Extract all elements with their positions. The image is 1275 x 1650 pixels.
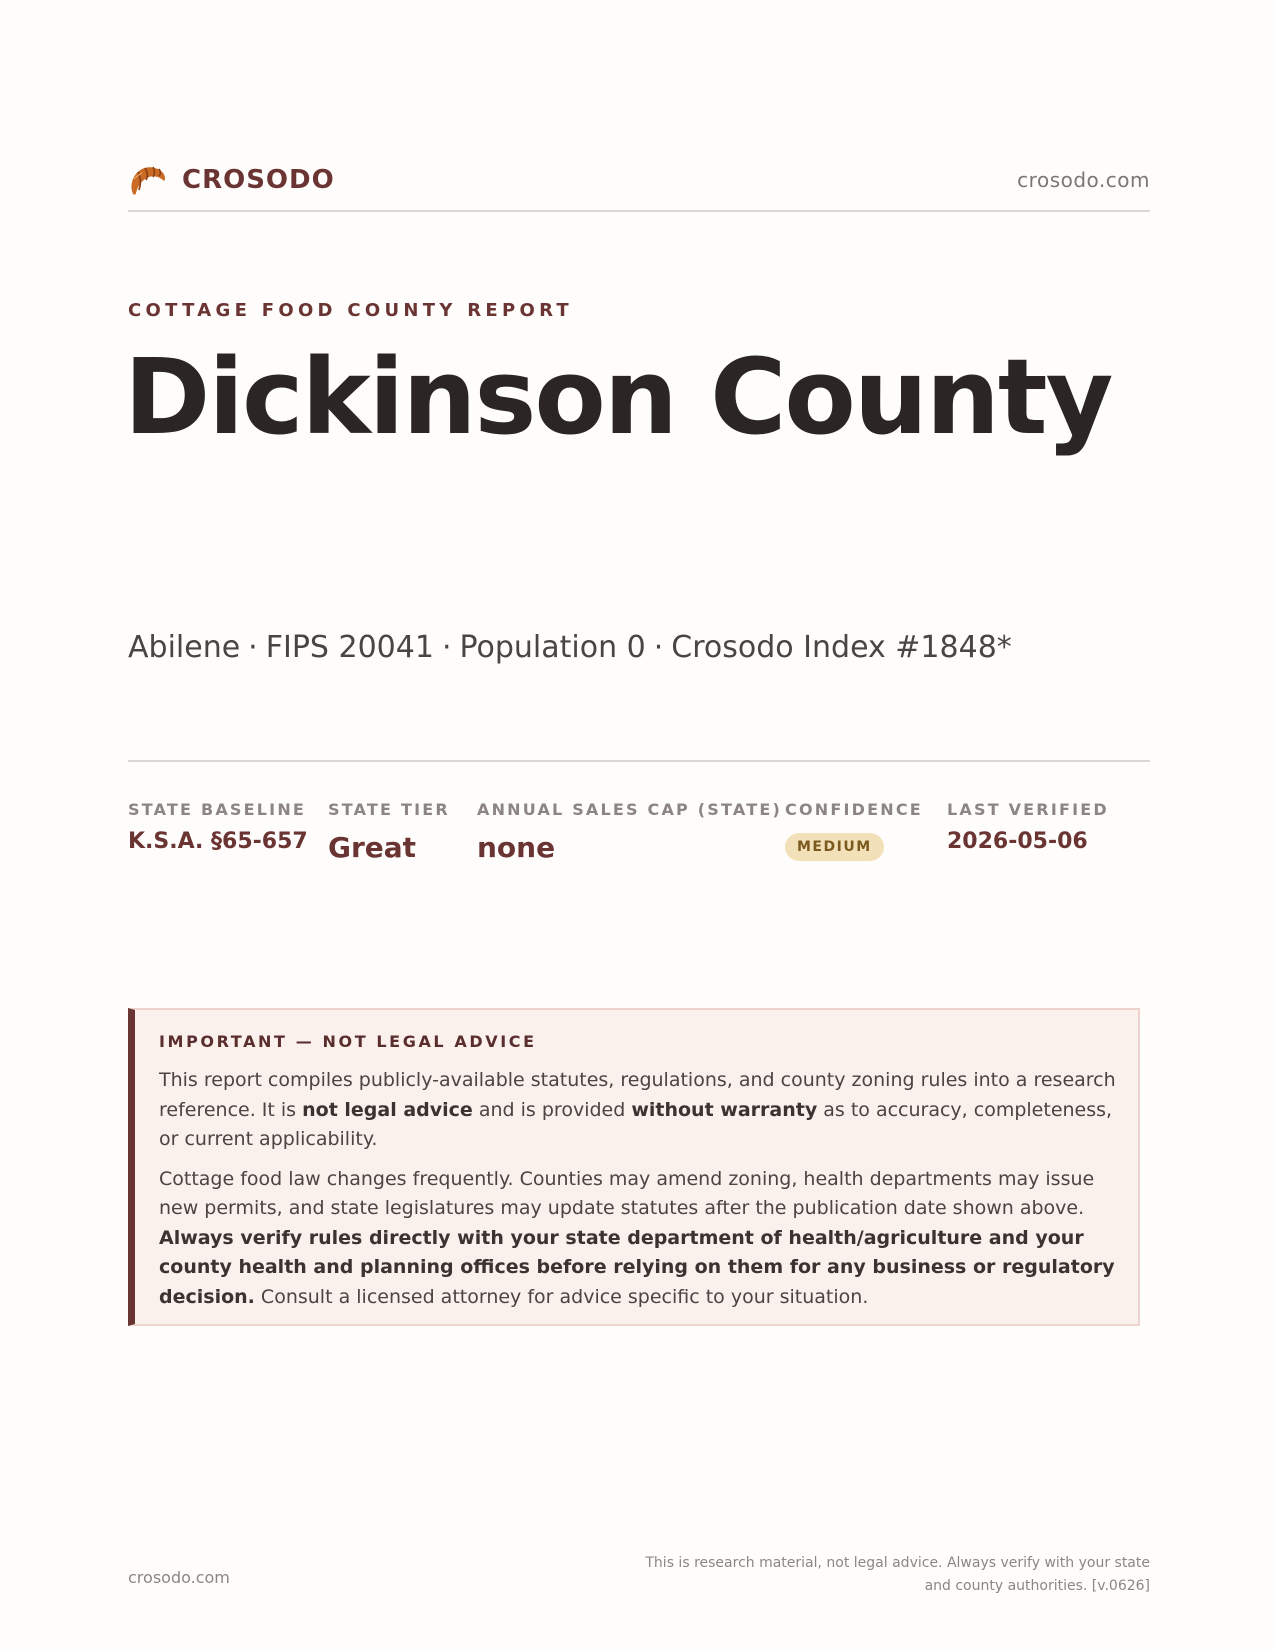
stat-label: LAST VERIFIED: [947, 800, 1109, 819]
notice-text: Consult a licensed attorney for advice specific to your situation.: [254, 1285, 869, 1308]
stat-value: 2026-05-06: [947, 829, 1088, 854]
page-title: Dickinson County: [124, 336, 1112, 458]
footer-disclaimer-line: This is research material, not legal advice. Always verify with your state: [645, 1555, 1150, 1571]
notice-emphasis: not legal advice: [302, 1098, 473, 1121]
notice-emphasis: without warranty: [631, 1098, 818, 1121]
report-page: [124, 0, 1150, 1650]
county-seat: Abilene: [128, 630, 241, 665]
header-url-link[interactable]: crosodo.com: [1017, 168, 1150, 192]
notice-text: Cottage food law changes frequently. Counties may amend zoning, health departments may issue new permits, and state legislatures may update statutes after the publication date shown above.: [159, 1167, 1095, 1219]
stat-label: CONFIDENCE: [785, 800, 923, 819]
stat-label: STATE TIER: [328, 800, 450, 819]
footer-disclaimer: [630, 1552, 1150, 1598]
crosodo-index: Crosodo Index #1848*: [671, 630, 1012, 665]
county-meta: [128, 630, 1012, 665]
county-population: Population 0: [459, 630, 646, 665]
stat-label: ANNUAL SALES CAP (STATE): [477, 800, 782, 819]
notice-title: IMPORTANT — NOT LEGAL ADVICE: [159, 1032, 537, 1051]
brand[interactable]: [128, 160, 335, 200]
croissant-icon: [128, 161, 168, 199]
page-header: [128, 160, 1150, 212]
brand-name: CROSODO: [182, 165, 335, 195]
notice-text: This report compiles publicly-available statutes, regulations, and county zoning rules into a research reference. It is: [159, 1069, 1116, 1121]
meta-separator: ·: [653, 630, 664, 665]
stat-label: STATE BASELINE: [128, 800, 307, 819]
notice-paragraph: [159, 1066, 1119, 1155]
footer-url-link[interactable]: crosodo.com: [128, 1568, 230, 1587]
stat-state-tier: [328, 800, 450, 864]
notice-text: and is provided: [472, 1098, 632, 1121]
legal-notice: [128, 1008, 1140, 1326]
footer-disclaimer-line: and county authorities. [v.0626]: [924, 1578, 1150, 1594]
meta-separator: ·: [441, 630, 452, 665]
stat-value: none: [477, 831, 556, 864]
county-fips: FIPS 20041: [265, 630, 434, 665]
stat-state-baseline: [128, 800, 308, 854]
notice-paragraph: [159, 1165, 1119, 1313]
report-eyebrow: COTTAGE FOOD COUNTY REPORT: [128, 300, 574, 321]
stat-value: K.S.A. §65-657: [128, 829, 308, 854]
notice-text: as to accuracy, completeness, or current applicability.: [159, 1098, 1113, 1150]
stat-confidence: [785, 800, 923, 861]
stat-value: Great: [328, 831, 417, 864]
notice-emphasis: Always verify rules directly with your state department of health/agriculture and your county health and planning offices before relying on them for any business or regulatory decision.: [159, 1226, 1115, 1308]
stats-row: [128, 760, 1150, 892]
confidence-badge: MEDIUM: [785, 833, 884, 861]
stat-sales-cap: [477, 800, 782, 864]
stat-last-verified: [947, 800, 1109, 854]
notice-body: [159, 1066, 1119, 1322]
meta-separator: ·: [248, 630, 258, 665]
